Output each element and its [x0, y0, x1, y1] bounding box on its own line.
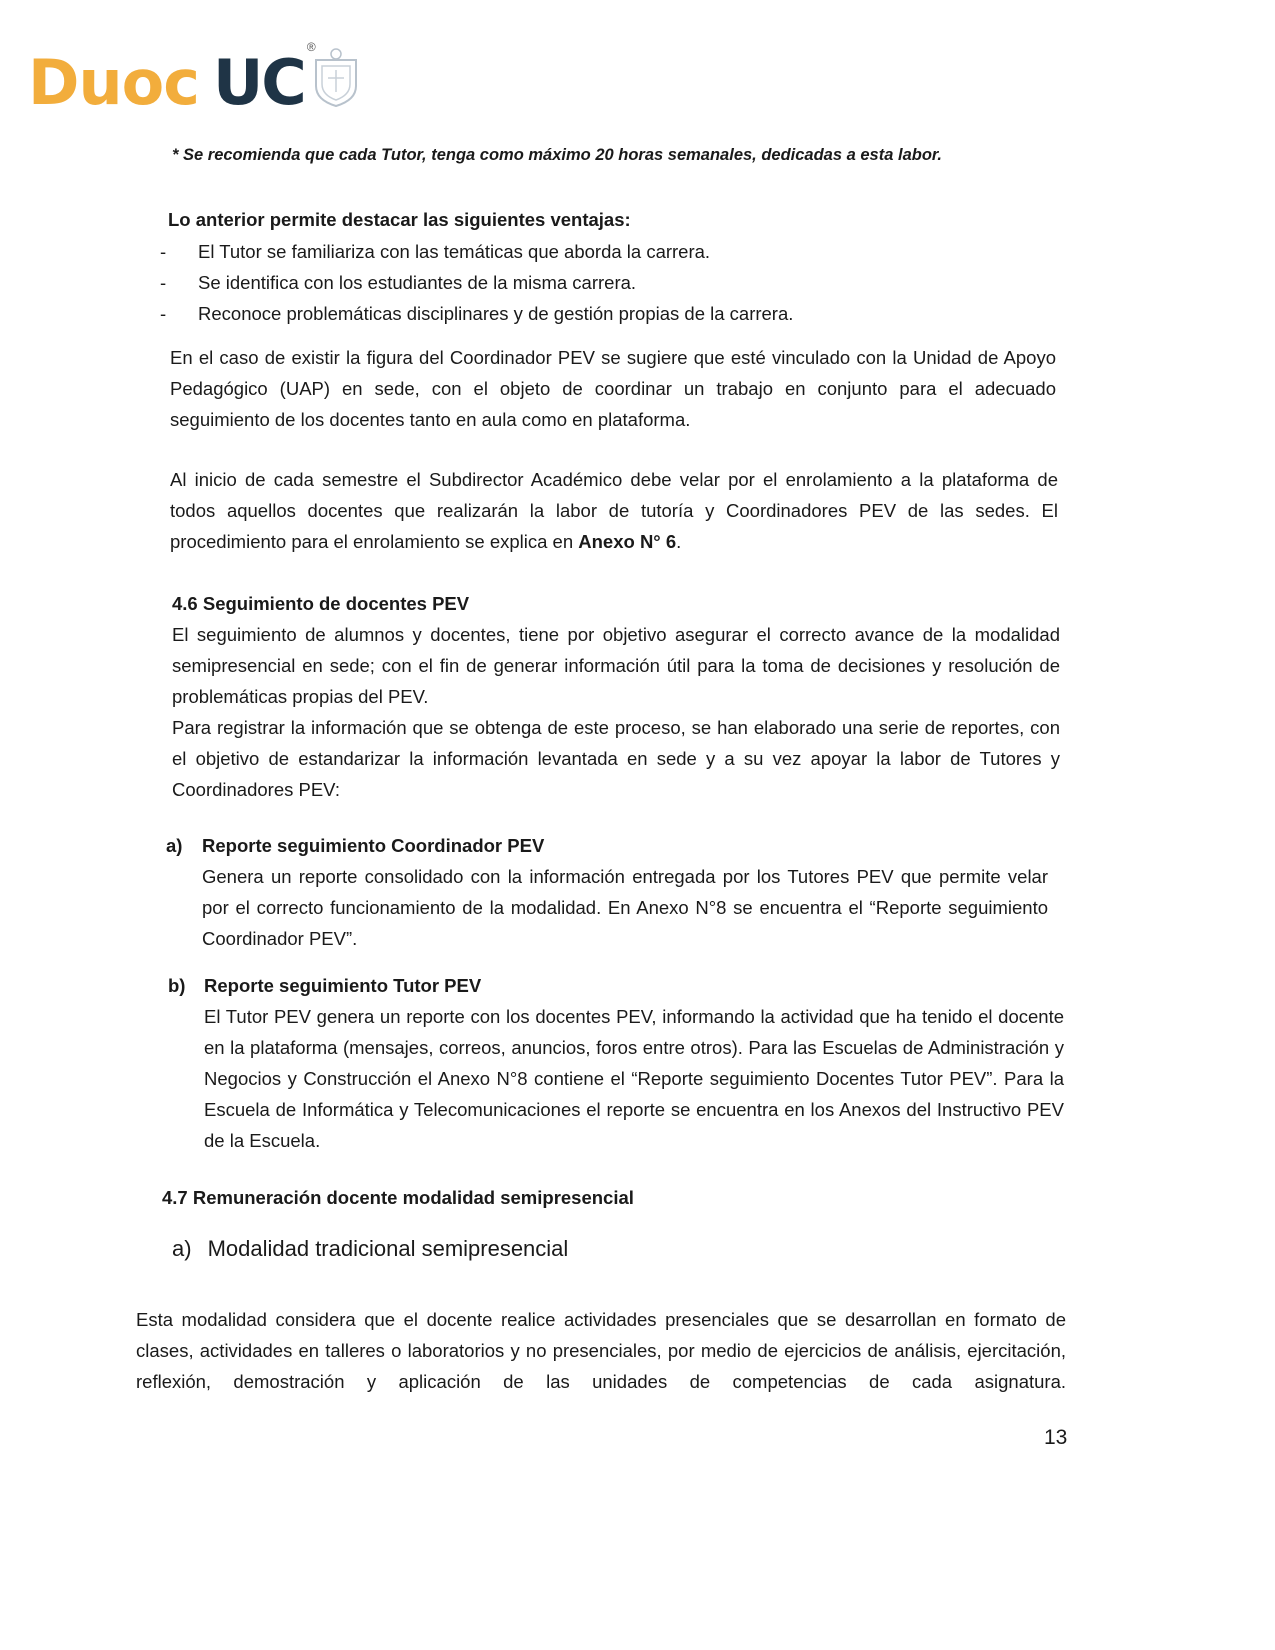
duoc-uc-logo — [28, 34, 362, 119]
list-item: - Se identifica con los estudiantes de la misma carrera. — [160, 272, 637, 293]
registered-mark: ® — [306, 40, 316, 54]
report-body: Genera un reporte consolidado con la información entregada por los Tutores PEV que permite velar por el correcto funcionamiento de la modalidad. En Anexo N°8 se encuentra el “Reporte seguimiento Coordinador PEV”. — [202, 866, 1048, 949]
coordinator-paragraph: En el caso de existir la figura del Coordinador PEV se sugiere que esté vinculado con la Unidad de Apoyo Pedagógico (UAP) en sede, con el objeto de coordinar un trabajo en conjunto para el adecuado seguimiento de los docentes tanto en aula como en plataforma. — [170, 347, 1056, 430]
enrollment-paragraph: Al inicio de cada semestre el Subdirector Académico debe velar por el enrolamiento a la plataforma de todos aquellos docentes que realizarán la labor de tutoría y Coordinadores PEV de las sedes. El procedimiento para el enrolamiento se explica en Anexo N° 6. — [170, 469, 1058, 552]
section-4-7-heading: 4.7 Remuneración docente modalidad semipresencial — [162, 1187, 634, 1208]
university-seal-icon — [310, 46, 362, 108]
list-item: - El Tutor se familiariza con las temáticas que aborda la carrera. — [160, 241, 711, 262]
annex-reference: Anexo N° 6 — [578, 531, 677, 552]
logo-uc-text: UC — [212, 46, 305, 119]
modality-paragraph: Esta modalidad considera que el docente realice actividades presenciales que se desarrollan en formato de clases, actividades en talleres o laboratorios y no presenciales, por medio de ejercicios de análisis, ejercitación, reflexión, demostración y aplicación de las unidades de competencias de cada asignatura. — [136, 1309, 1066, 1392]
section-4-6-heading: 4.6 Seguimiento de docentes PEV — [172, 593, 470, 614]
recommendation-note: * Se recomienda que cada Tutor, tenga como máximo 20 horas semanales, dedicadas a esta labor. — [172, 146, 943, 164]
report-label: a) — [166, 835, 183, 856]
modality-subheading: a) Modalidad tradicional semipresencial — [172, 1236, 569, 1261]
advantages-list — [160, 236, 960, 329]
logo-duoc-text: Duoc — [28, 46, 199, 119]
report-title: Reporte seguimiento Tutor PEV — [204, 975, 482, 996]
list-item: - Reconoce problemáticas disciplinares y de gestión propias de la carrera. — [160, 303, 794, 324]
report-label: b) — [168, 975, 186, 996]
advantages-heading: Lo anterior permite destacar las siguientes ventajas: — [168, 209, 631, 230]
report-title: Reporte seguimiento Coordinador PEV — [202, 835, 545, 856]
section-4-6-paragraph-1: El seguimiento de alumnos y docentes, tiene por objetivo asegurar el correcto avance de la modalidad semipresencial en sede; con el fin de generar información útil para la toma de decisiones y resolución de problemáticas propias del PEV. — [172, 624, 1060, 707]
section-4-6-paragraph-2: Para registrar la información que se obtenga de este proceso, se han elaborado una serie de reportes, con el objetivo de estandarizar la información levantada en sede y a su vez apoyar la labor de Tutores y Coordinadores PEV: — [172, 717, 1060, 800]
page-number: 13 — [1044, 1426, 1068, 1449]
report-body: El Tutor PEV genera un reporte con los docentes PEV, informando la actividad que ha tenido el docente en la plataforma (mensajes, correos, anuncios, foros entre otros). Para las Escuelas de Administración y Negocios y Construcción el Anexo N°8 contiene el “Reporte seguimiento Docentes Tutor PEV”. Para la Escuela de Informática y Telecomunicaciones el reporte se encuentra en los Anexos del Instructivo PEV de la Escuela. — [204, 1006, 1064, 1151]
